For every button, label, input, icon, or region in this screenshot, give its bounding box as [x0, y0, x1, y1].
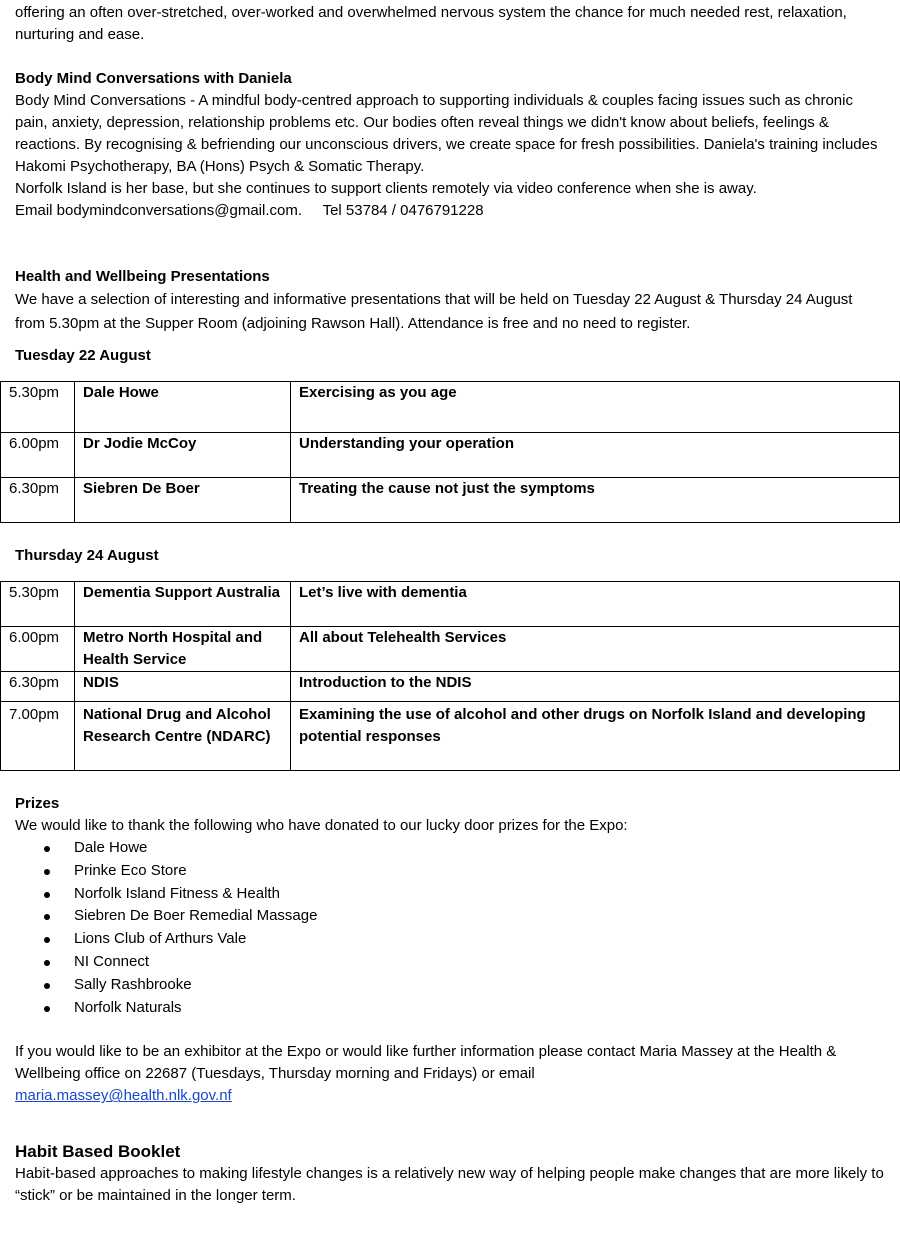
- table-row: [1, 672, 900, 702]
- list-item: Siebren De Boer Remedial Massage: [74, 905, 885, 928]
- table-row: [1, 582, 900, 627]
- presenter-cell: Dale Howe: [75, 382, 291, 433]
- list-item: Norfolk Naturals: [74, 997, 885, 1020]
- intro-paragraph: offering an often over-stretched, over-worked and overwhelmed nervous system the chance for much needed rest, relaxation, nurturing and ease.: [15, 4, 847, 43]
- topic-cell: Let’s live with dementia: [291, 582, 900, 627]
- document-page: [9, 2, 885, 1207]
- time-cell: 7.00pm: [1, 702, 75, 771]
- presenter-cell: NDIS: [75, 672, 291, 702]
- list-item: Norfolk Island Fitness & Health: [74, 883, 885, 906]
- topic-cell: Introduction to the NDIS: [291, 672, 900, 702]
- presenter-cell: Siebren De Boer: [75, 478, 291, 523]
- list-item: Lions Club of Arthurs Vale: [74, 928, 885, 951]
- time-cell: 6.00pm: [1, 433, 75, 478]
- daniela-heading: Body Mind Conversations with Daniela: [15, 70, 292, 87]
- habit-heading: Habit Based Booklet: [15, 1142, 181, 1162]
- time-cell: 6.30pm: [1, 478, 75, 523]
- thursday-schedule-table: [0, 581, 900, 771]
- daniela-contact: Email bodymindconversations@gmail.com. Tel 53784 / 0476791228: [15, 202, 484, 219]
- table-row: [1, 382, 900, 433]
- table-row: [1, 702, 900, 771]
- prizes-list: [15, 837, 885, 1019]
- list-item: Prinke Eco Store: [74, 860, 885, 883]
- topic-cell: Exercising as you age: [291, 382, 900, 433]
- topic-cell: All about Telehealth Services: [291, 627, 900, 672]
- thursday-heading: Thursday 24 August: [15, 547, 159, 564]
- time-cell: 5.30pm: [1, 382, 75, 433]
- daniela-body: Body Mind Conversations - A mindful body-centred approach to supporting individuals & couples facing issues such as chronic pain, anxiety, depression, relationship problems etc. Our bodies often reveal things we didn't know about beliefs, feelings & reactions. By recognising & befriending our unconscious drivers, we create space for fresh possibilities. Daniela's training includes Hakomi Psychotherapy, BA (Hons) Psych & Somatic Therapy.: [15, 92, 878, 175]
- exhibitor-paragraph: If you would like to be an exhibitor at the Expo or would like further information please contact Maria Massey at the Health & Wellbeing office on 22687 (Tuesdays, Thursday morning and Fridays) or email: [15, 1043, 837, 1083]
- table-row: [1, 478, 900, 523]
- time-cell: 6.30pm: [1, 672, 75, 702]
- list-item: Dale Howe: [74, 837, 885, 860]
- presenter-cell: Metro North Hospital and Health Service: [75, 627, 291, 672]
- prizes-heading: Prizes: [15, 795, 60, 812]
- prizes-intro: We would like to thank the following who have donated to our lucky door prizes for the Expo:: [15, 817, 628, 834]
- presenter-cell: Dementia Support Australia: [75, 582, 291, 627]
- time-cell: 5.30pm: [1, 582, 75, 627]
- time-cell: 6.00pm: [1, 627, 75, 672]
- table-row: [1, 433, 900, 478]
- topic-cell: Examining the use of alcohol and other drugs on Norfolk Island and developing potential responses: [291, 702, 900, 771]
- topic-cell: Treating the cause not just the symptoms: [291, 478, 900, 523]
- daniela-base: Norfolk Island is her base, but she continues to support clients remotely via video conference when she is away.: [15, 180, 757, 197]
- presenter-cell: Dr Jodie McCoy: [75, 433, 291, 478]
- list-item: Sally Rashbrooke: [74, 974, 885, 997]
- presentations-heading: Health and Wellbeing Presentations: [15, 268, 270, 285]
- topic-cell: Understanding your operation: [291, 433, 900, 478]
- list-item: NI Connect: [74, 951, 885, 974]
- habit-body: Habit-based approaches to making lifestyle changes is a relatively new way of helping people make changes that are more likely to “stick” or be maintained in the longer term.: [15, 1165, 884, 1205]
- contact-email-link[interactable]: maria.massey@health.nlk.gov.nf: [15, 1087, 232, 1105]
- tuesday-schedule-table: [0, 381, 900, 523]
- tuesday-heading: Tuesday 22 August: [15, 347, 151, 364]
- presentations-intro: We have a selection of interesting and informative presentations that will be held on Tuesday 22 August & Thursday 24 August from 5.30pm at the Supper Room (adjoining Rawson Hall). Attendance is free and no need to register.: [15, 291, 853, 332]
- table-row: [1, 627, 900, 672]
- presenter-cell: National Drug and Alcohol Research Centre (NDARC): [75, 702, 291, 771]
